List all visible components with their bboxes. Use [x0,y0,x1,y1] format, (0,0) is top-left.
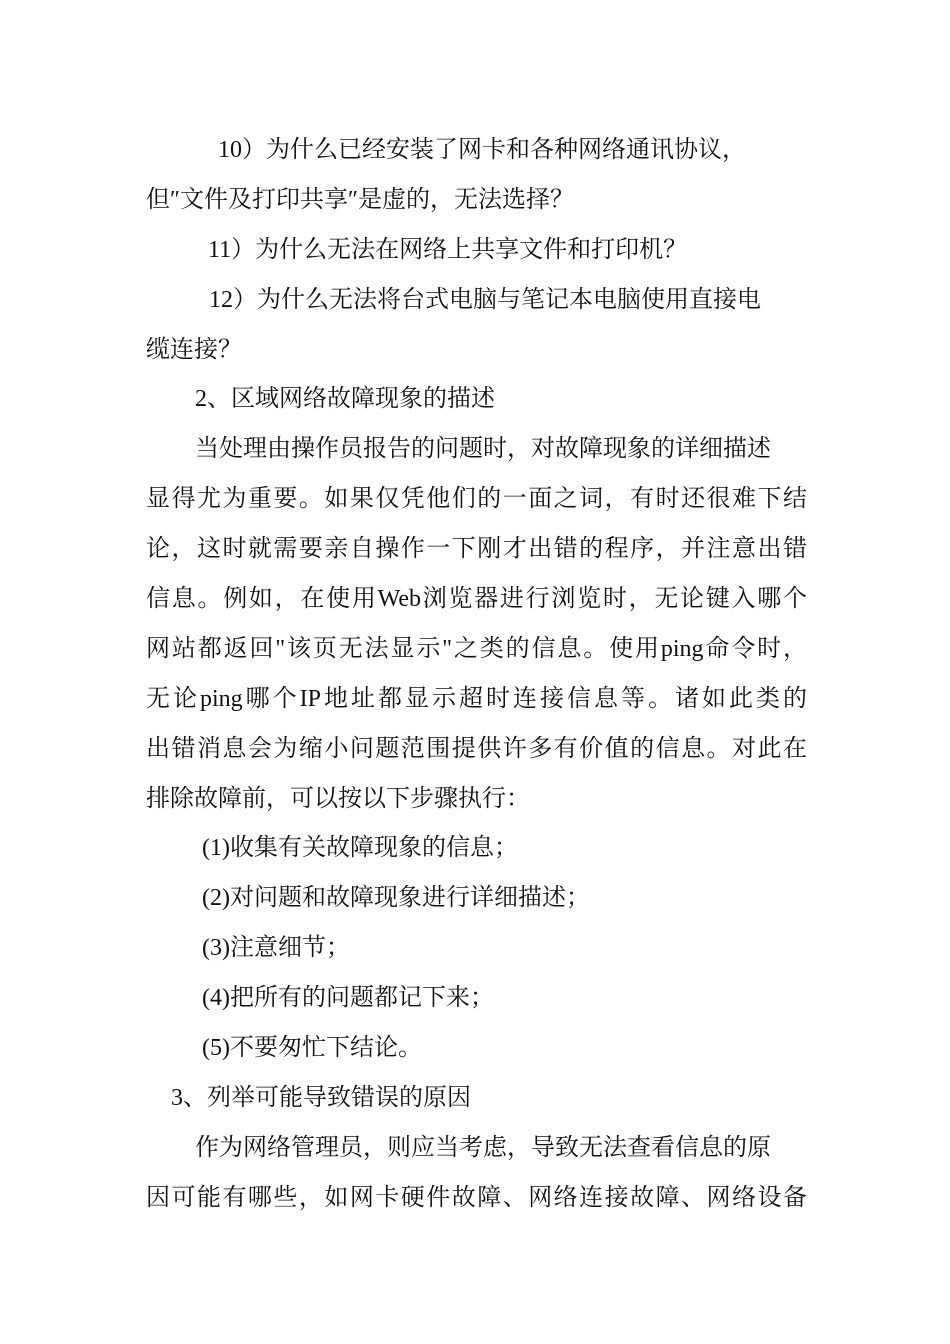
step-item-4: (4)把所有的问题都记下来； [202,985,494,1011]
paragraph-line-4: 信息。例如，在使用Web浏览器进行浏览时，无论键入哪个 [146,586,807,612]
paragraph-line-2: 显得尤为重要。如果仅凭他们的一面之词，有时还很难下结 [146,486,807,512]
paragraph-line-1: 当处理由操作员报告的问题时，对故障现象的详细描述 [195,436,771,462]
step-item-1: (1)收集有关故障现象的信息； [202,835,518,861]
paragraph-line-3: 论，这时就需要亲自操作一下刚才出错的程序，并注意出错 [146,536,807,562]
paragraph-line-5: 网站都返回"该页无法显示"之类的信息。使用ping命令时， [146,636,807,662]
question-10-line-2: 但″文件及打印共享″是虚的，无法选择？ [146,187,574,213]
paragraph-line-7: 出错消息会为缩小问题范围提供许多有价值的信息。对此在 [146,736,807,762]
closing-paragraph-line-1: 作为网络管理员，则应当考虑，导致无法查看信息的原 [195,1135,771,1161]
step-item-2: (2)对问题和故障现象进行详细描述； [202,885,590,911]
section-heading-3: 3、列举可能导致错误的原因 [171,1085,471,1111]
section-heading-2: 2、区域网络故障现象的描述 [195,386,495,412]
step-item-3: (3)注意细节； [202,935,350,961]
question-12-line-2: 缆连接？ [146,337,242,363]
question-11: 11）为什么无法在网络上共享文件和打印机？ [208,237,688,263]
closing-paragraph-line-2: 因可能有哪些，如网卡硬件故障、网络连接故障、网络设备 [146,1185,807,1211]
paragraph-line-6: 无论ping哪个IP地址都显示超时连接信息等。诸如此类的 [146,686,807,712]
question-12-line-1: 12）为什么无法将台式电脑与笔记本电脑使用直接电 [209,287,761,313]
question-10-line-1: 10）为什么已经安装了网卡和各种网络通讯协议， [218,137,746,163]
step-item-5: (5)不要匆忙下结论。 [202,1035,422,1061]
paragraph-line-8: 排除故障前，可以按以下步骤执行： [146,786,530,812]
